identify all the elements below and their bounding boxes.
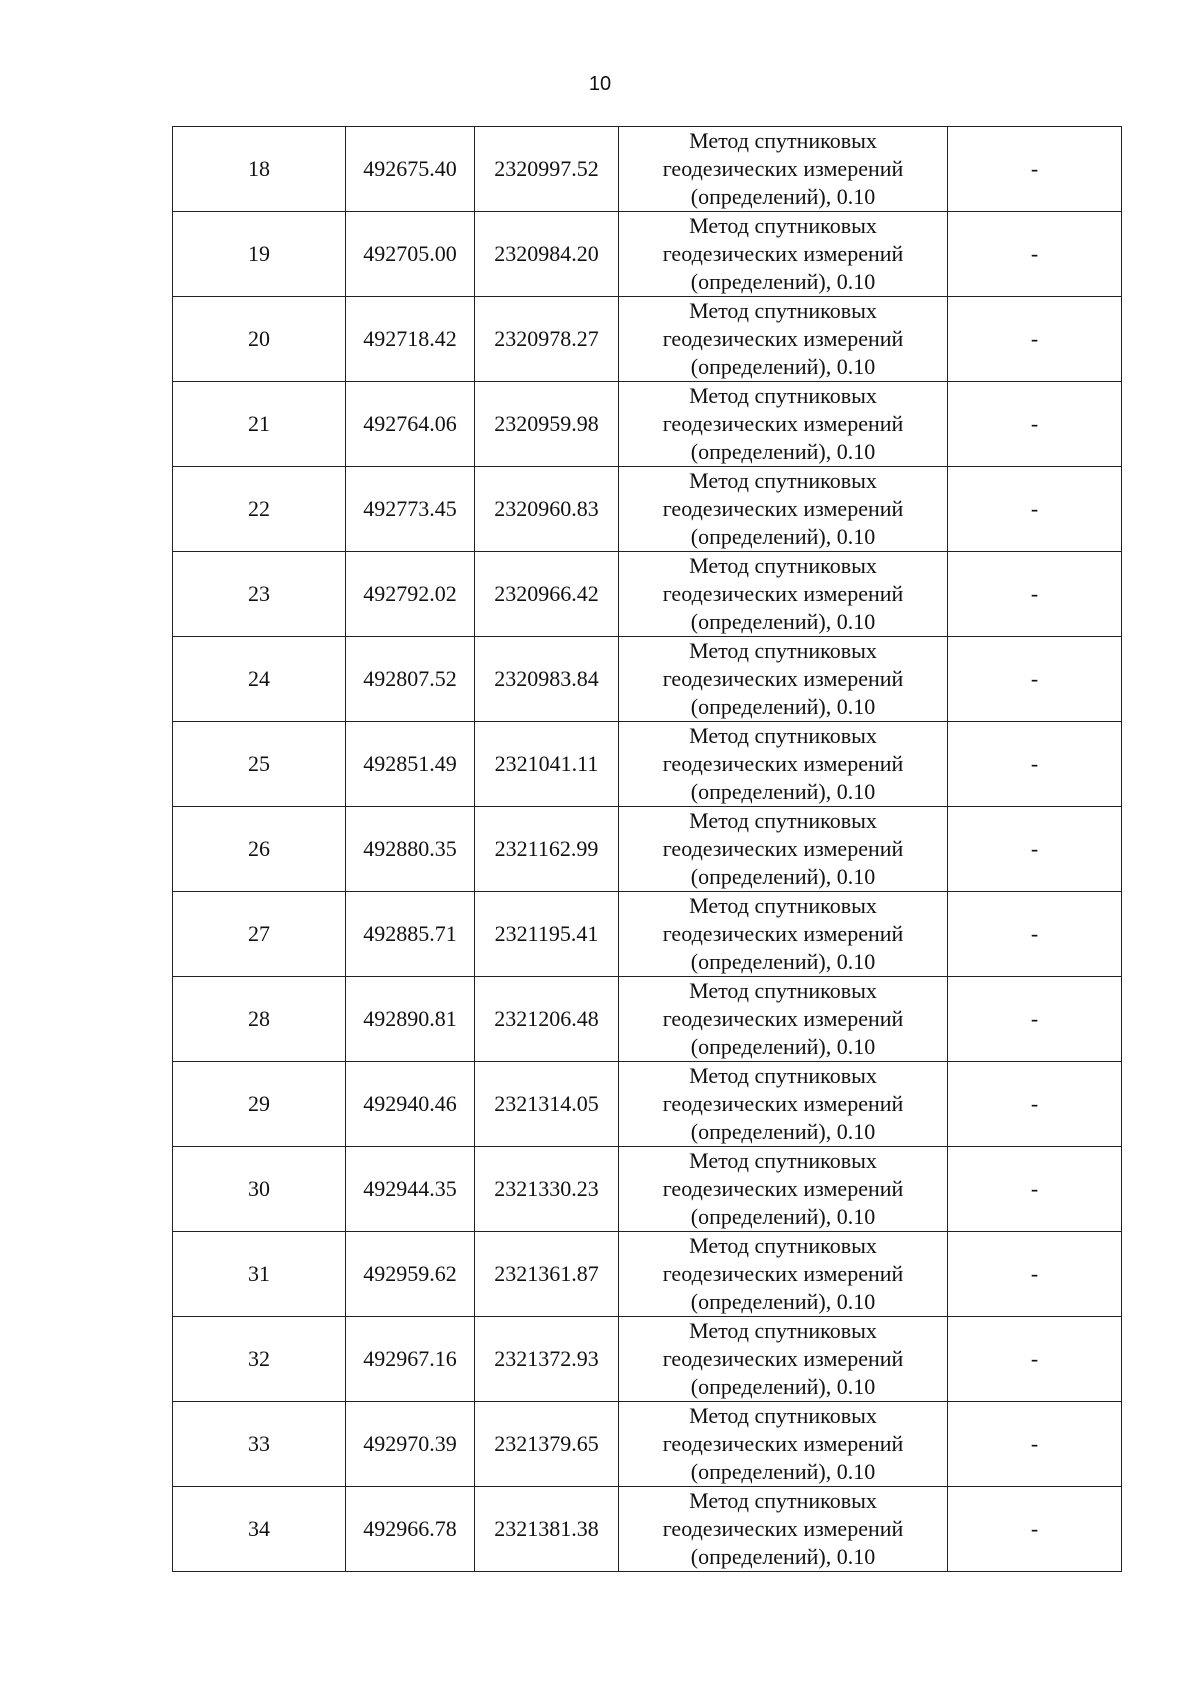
table-row [173, 892, 1122, 977]
y-coordinate-cell: 2321195.41 [475, 892, 619, 977]
y-coordinate-cell: 2321162.99 [475, 807, 619, 892]
table-row [173, 637, 1122, 722]
y-coordinate-cell: 2320978.27 [475, 297, 619, 382]
x-coordinate-cell: 492885.71 [346, 892, 475, 977]
method-line: геодезических измерений [662, 666, 904, 691]
y-coordinate-cell: 2320984.20 [475, 212, 619, 297]
table-row [173, 1402, 1122, 1487]
x-coordinate-cell: 492970.39 [346, 1402, 475, 1487]
point-number-cell: 29 [173, 1062, 346, 1147]
point-number-cell: 23 [173, 552, 346, 637]
method-accuracy-cell [619, 892, 948, 977]
method-line: (определений), 0.10 [690, 269, 876, 294]
table-row [173, 552, 1122, 637]
method-line: (определений), 0.10 [690, 779, 876, 804]
x-coordinate-cell: 492940.46 [346, 1062, 475, 1147]
table-row [173, 127, 1122, 212]
point-number-cell: 20 [173, 297, 346, 382]
method-line: геодезических измерений [662, 496, 904, 521]
y-coordinate-cell: 2320966.42 [475, 552, 619, 637]
point-number-cell: 24 [173, 637, 346, 722]
table-row [173, 382, 1122, 467]
method-line: (определений), 0.10 [690, 1204, 876, 1229]
method-line: Метод спутниковых [689, 638, 877, 663]
y-coordinate-cell: 2320960.83 [475, 467, 619, 552]
note-cell: - [948, 722, 1122, 807]
method-line: (определений), 0.10 [690, 1034, 876, 1059]
method-accuracy-cell [619, 212, 948, 297]
method-line: (определений), 0.10 [690, 609, 876, 634]
method-line: Метод спутниковых [689, 1148, 877, 1173]
method-line: (определений), 0.10 [690, 1459, 876, 1484]
table-row [173, 1062, 1122, 1147]
method-line: (определений), 0.10 [690, 864, 876, 889]
point-number-cell: 18 [173, 127, 346, 212]
y-coordinate-cell: 2321314.05 [475, 1062, 619, 1147]
note-cell: - [948, 977, 1122, 1062]
note-cell: - [948, 127, 1122, 212]
method-accuracy-cell [619, 1317, 948, 1402]
method-accuracy-cell [619, 1147, 948, 1232]
y-coordinate-cell: 2320997.52 [475, 127, 619, 212]
point-number-cell: 19 [173, 212, 346, 297]
point-number-cell: 22 [173, 467, 346, 552]
note-cell: - [948, 1062, 1122, 1147]
coordinates-table [172, 126, 1122, 1572]
method-line: геодезических измерений [662, 411, 904, 436]
method-line: (определений), 0.10 [690, 439, 876, 464]
method-accuracy-cell [619, 467, 948, 552]
y-coordinate-cell: 2321379.65 [475, 1402, 619, 1487]
note-cell: - [948, 807, 1122, 892]
x-coordinate-cell: 492792.02 [346, 552, 475, 637]
table-row [173, 807, 1122, 892]
x-coordinate-cell: 492851.49 [346, 722, 475, 807]
y-coordinate-cell: 2321381.38 [475, 1487, 619, 1572]
method-line: (определений), 0.10 [690, 1289, 876, 1314]
point-number-cell: 32 [173, 1317, 346, 1402]
y-coordinate-cell: 2321206.48 [475, 977, 619, 1062]
y-coordinate-cell: 2321372.93 [475, 1317, 619, 1402]
point-number-cell: 33 [173, 1402, 346, 1487]
x-coordinate-cell: 492675.40 [346, 127, 475, 212]
method-line: Метод спутниковых [689, 1403, 877, 1428]
y-coordinate-cell: 2321330.23 [475, 1147, 619, 1232]
method-line: (определений), 0.10 [690, 184, 876, 209]
method-line: геодезических измерений [662, 1431, 904, 1456]
method-line: геодезических измерений [662, 836, 904, 861]
method-line: Метод спутниковых [689, 1318, 877, 1343]
method-line: геодезических измерений [662, 921, 904, 946]
point-number-cell: 21 [173, 382, 346, 467]
table-row [173, 467, 1122, 552]
note-cell: - [948, 1402, 1122, 1487]
note-cell: - [948, 1232, 1122, 1317]
point-number-cell: 28 [173, 977, 346, 1062]
note-cell: - [948, 1147, 1122, 1232]
method-accuracy-cell [619, 382, 948, 467]
x-coordinate-cell: 492959.62 [346, 1232, 475, 1317]
x-coordinate-cell: 492807.52 [346, 637, 475, 722]
point-number-cell: 27 [173, 892, 346, 977]
method-line: геодезических измерений [662, 1006, 904, 1031]
table-body [173, 127, 1122, 1572]
method-line: геодезических измерений [662, 241, 904, 266]
method-line: геодезических измерений [662, 1091, 904, 1116]
method-line: геодезических измерений [662, 1346, 904, 1371]
method-line: геодезических измерений [662, 751, 904, 776]
point-number-cell: 26 [173, 807, 346, 892]
y-coordinate-cell: 2321041.11 [475, 722, 619, 807]
method-line: (определений), 0.10 [690, 1119, 876, 1144]
x-coordinate-cell: 492773.45 [346, 467, 475, 552]
method-line: Метод спутниковых [689, 468, 877, 493]
note-cell: - [948, 892, 1122, 977]
note-cell: - [948, 1487, 1122, 1572]
method-line: Метод спутниковых [689, 808, 877, 833]
y-coordinate-cell: 2320983.84 [475, 637, 619, 722]
method-line: Метод спутниковых [689, 553, 877, 578]
method-line: Метод спутниковых [689, 383, 877, 408]
method-accuracy-cell [619, 552, 948, 637]
method-line: Метод спутниковых [689, 893, 877, 918]
note-cell: - [948, 297, 1122, 382]
table-row [173, 212, 1122, 297]
method-line: Метод спутниковых [689, 1233, 877, 1258]
table-row [173, 722, 1122, 807]
method-accuracy-cell [619, 297, 948, 382]
method-line: геодезических измерений [662, 1516, 904, 1541]
method-accuracy-cell [619, 807, 948, 892]
x-coordinate-cell: 492764.06 [346, 382, 475, 467]
method-accuracy-cell [619, 1402, 948, 1487]
method-line: (определений), 0.10 [690, 524, 876, 549]
x-coordinate-cell: 492944.35 [346, 1147, 475, 1232]
method-line: (определений), 0.10 [690, 949, 876, 974]
method-line: Метод спутниковых [689, 978, 877, 1003]
table-row [173, 297, 1122, 382]
x-coordinate-cell: 492718.42 [346, 297, 475, 382]
method-line: (определений), 0.10 [690, 1544, 876, 1569]
method-line: (определений), 0.10 [690, 694, 876, 719]
note-cell: - [948, 1317, 1122, 1402]
note-cell: - [948, 552, 1122, 637]
point-number-cell: 25 [173, 722, 346, 807]
method-line: Метод спутниковых [689, 298, 877, 323]
y-coordinate-cell: 2320959.98 [475, 382, 619, 467]
method-accuracy-cell [619, 1232, 948, 1317]
point-number-cell: 31 [173, 1232, 346, 1317]
method-accuracy-cell [619, 1062, 948, 1147]
table-row [173, 977, 1122, 1062]
x-coordinate-cell: 492967.16 [346, 1317, 475, 1402]
method-accuracy-cell [619, 127, 948, 212]
x-coordinate-cell: 492890.81 [346, 977, 475, 1062]
table-row [173, 1232, 1122, 1317]
method-line: геодезических измерений [662, 156, 904, 181]
method-accuracy-cell [619, 977, 948, 1062]
x-coordinate-cell: 492880.35 [346, 807, 475, 892]
method-line: геодезических измерений [662, 581, 904, 606]
note-cell: - [948, 212, 1122, 297]
method-line: геодезических измерений [662, 1261, 904, 1286]
table-row [173, 1487, 1122, 1572]
point-number-cell: 34 [173, 1487, 346, 1572]
note-cell: - [948, 467, 1122, 552]
method-line: (определений), 0.10 [690, 1374, 876, 1399]
point-number-cell: 30 [173, 1147, 346, 1232]
y-coordinate-cell: 2321361.87 [475, 1232, 619, 1317]
x-coordinate-cell: 492705.00 [346, 212, 475, 297]
table-row [173, 1317, 1122, 1402]
method-accuracy-cell [619, 722, 948, 807]
note-cell: - [948, 382, 1122, 467]
page-number: 10 [588, 73, 612, 95]
method-accuracy-cell [619, 1487, 948, 1572]
method-line: Метод спутниковых [689, 723, 877, 748]
method-line: геодезических измерений [662, 1176, 904, 1201]
note-cell: - [948, 637, 1122, 722]
method-line: Метод спутниковых [689, 128, 877, 153]
method-line: Метод спутниковых [689, 1488, 877, 1513]
x-coordinate-cell: 492966.78 [346, 1487, 475, 1572]
method-line: Метод спутниковых [689, 213, 877, 238]
method-line: (определений), 0.10 [690, 354, 876, 379]
table-row [173, 1147, 1122, 1232]
method-line: геодезических измерений [662, 326, 904, 351]
method-accuracy-cell [619, 637, 948, 722]
method-line: Метод спутниковых [689, 1063, 877, 1088]
